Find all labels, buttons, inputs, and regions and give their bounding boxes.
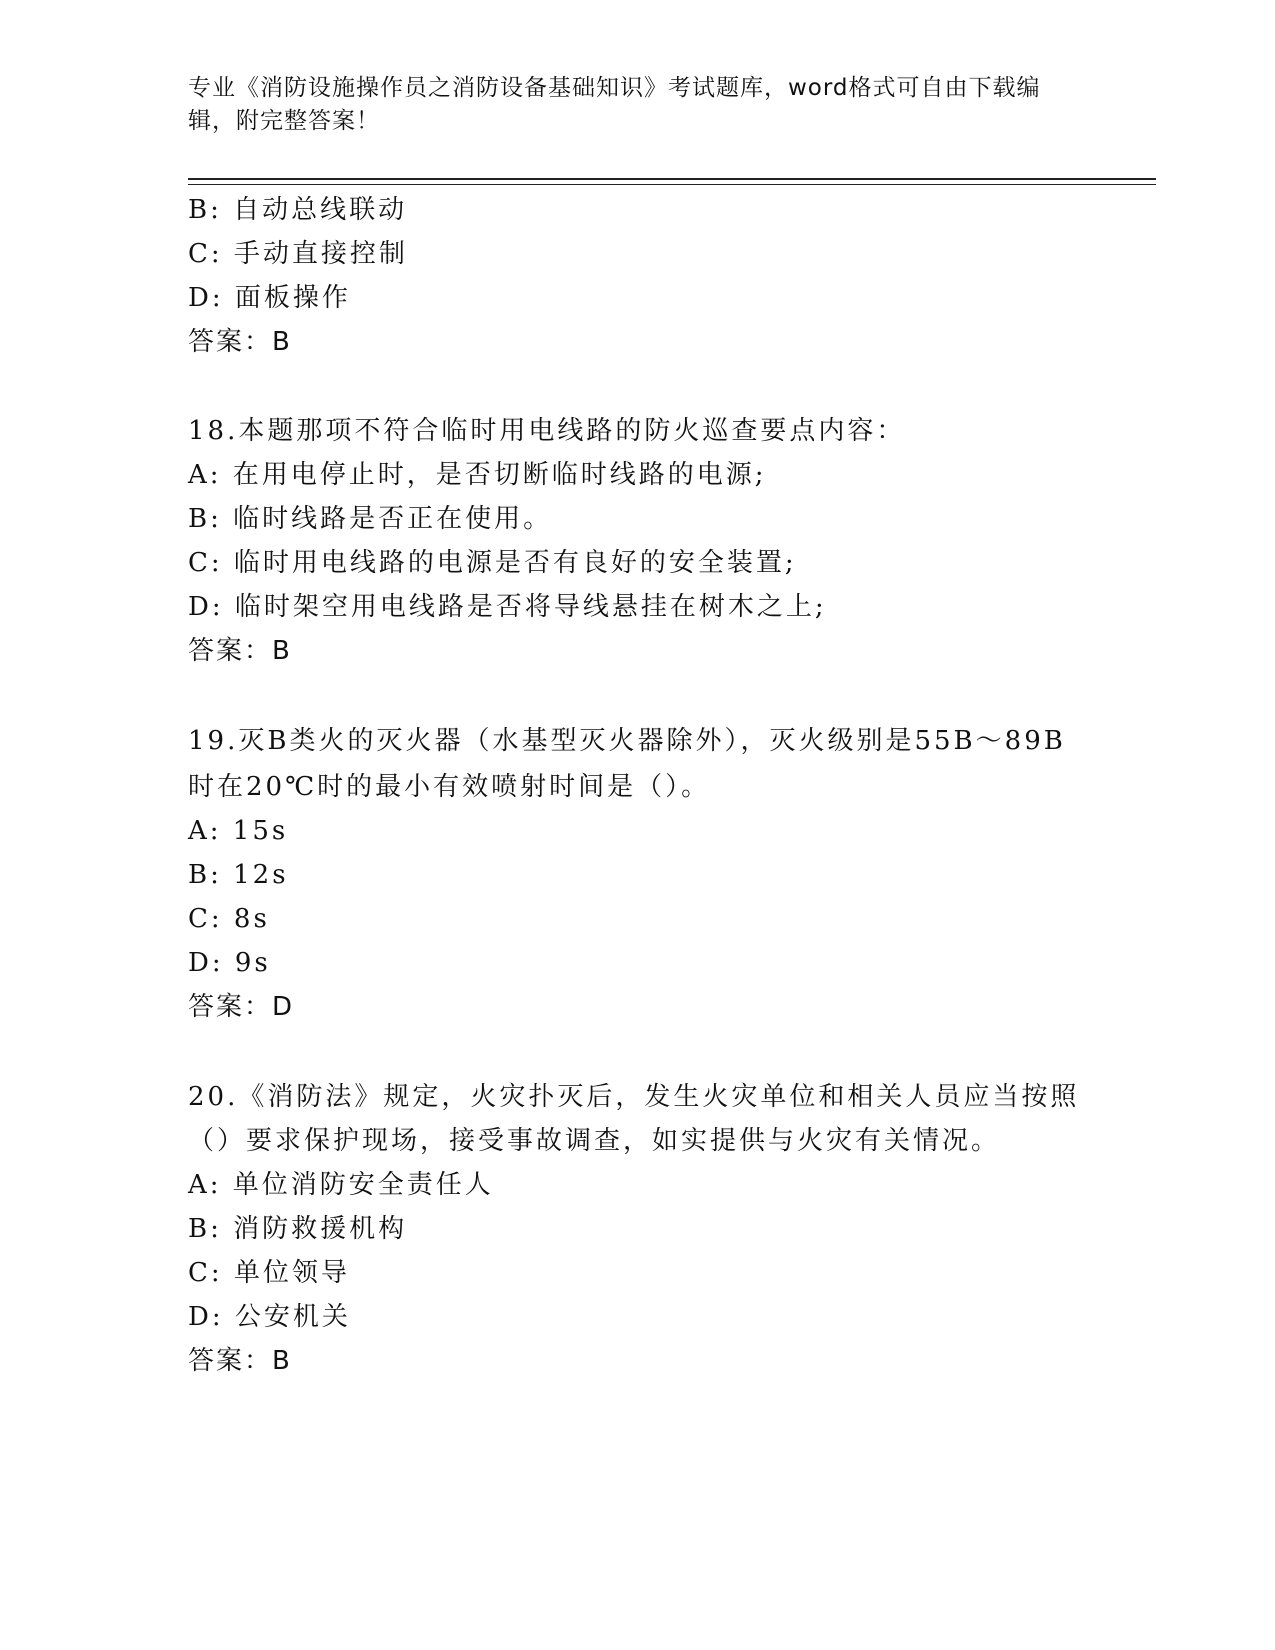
q17-option-d: D: 面板操作	[188, 283, 351, 313]
q19-question-line-2: 时在20℃时的最小有效喷射时间是（）。	[188, 772, 711, 802]
document-header	[188, 72, 1088, 138]
q18-option-d: D: 临时架空用电线路是否将导线悬挂在树木之上;	[188, 592, 827, 622]
q19-option-a: A: 15s	[188, 816, 289, 846]
q18-option-a: A: 在用电停止时，是否切断临时线路的电源;	[188, 460, 767, 490]
header-divider-thick	[188, 178, 1156, 180]
q18-option-c: C: 临时用电线路的电源是否有良好的安全装置;	[188, 548, 797, 578]
q18-option-b: B: 临时线路是否正在使用。	[188, 504, 553, 534]
q18-question: 18.本题那项不符合临时用电线路的防火巡查要点内容：	[188, 416, 906, 446]
q19-option-d: D: 9s	[188, 948, 271, 978]
q19-question-line-1: 19.灭B类火的灭火器（水基型灭火器除外），灭火级别是55B～89B	[188, 726, 1066, 756]
q17-answer: 答案：B	[188, 327, 292, 357]
q20-question-line-2: （）要求保护现场，接受事故调查，如实提供与火灾有关情况。	[188, 1126, 1001, 1156]
header-line-2: 辑，附完整答案！	[188, 108, 380, 134]
q18-answer: 答案：B	[188, 636, 292, 666]
q20-option-b: B: 消防救援机构	[188, 1214, 408, 1244]
q20-option-d: D: 公安机关	[188, 1302, 351, 1332]
q19-option-c: C: 8s	[188, 904, 270, 934]
header-divider-thin	[188, 184, 1156, 185]
q20-question-line-1: 20.《消防法》规定，火灾扑灭后，发生火灾单位和相关人员应当按照	[188, 1082, 1080, 1112]
q20-answer: 答案：B	[188, 1346, 292, 1376]
q19-option-b: B: 12s	[188, 860, 289, 890]
q17-option-b: B: 自动总线联动	[188, 195, 408, 225]
q19-answer: 答案：D	[188, 992, 295, 1022]
header-line-1: 专业《消防设施操作员之消防设备基础知识》考试题库，word格式可自由下载编	[188, 75, 1041, 101]
q20-option-c: C: 单位领导	[188, 1258, 350, 1288]
q20-option-a: A: 单位消防安全责任人	[188, 1170, 494, 1200]
q17-option-c: C: 手动直接控制	[188, 239, 408, 269]
